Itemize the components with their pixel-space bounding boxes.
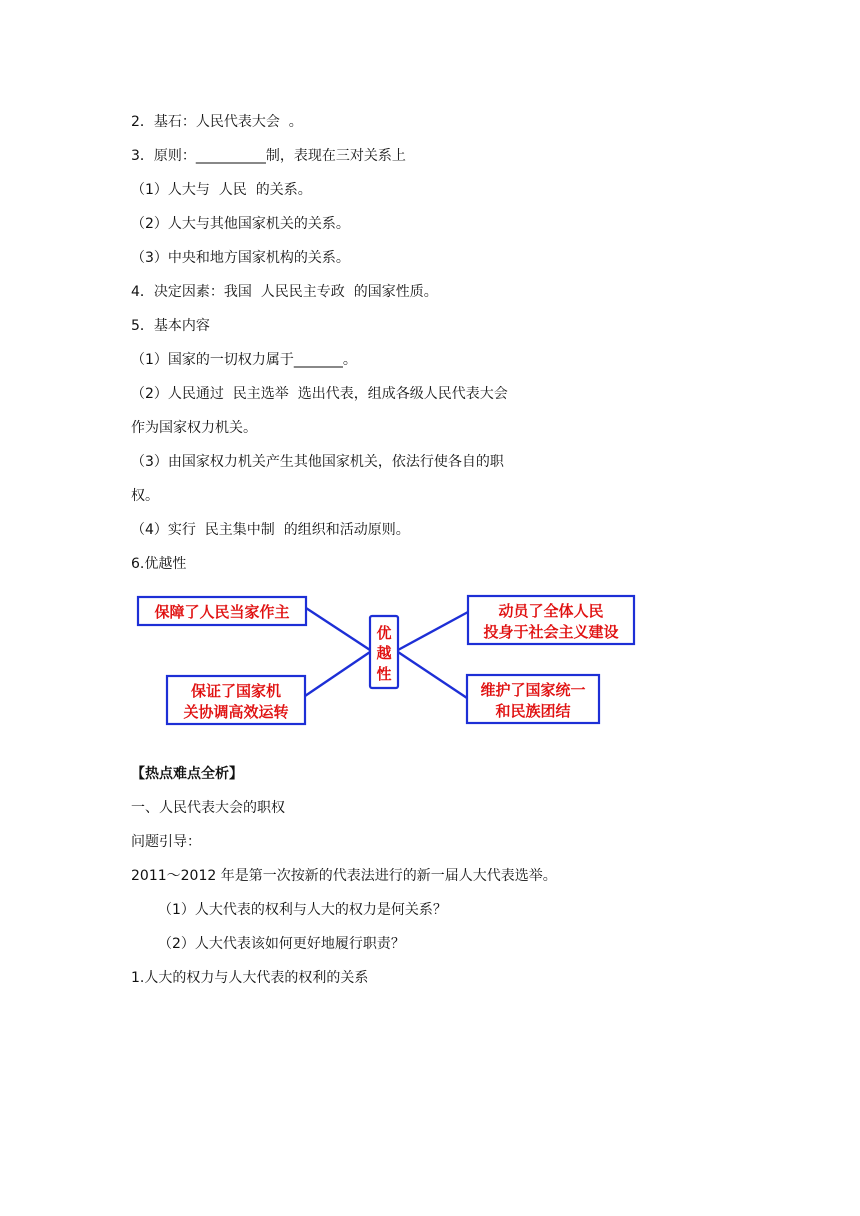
text-line: （1）人大与 人民 的关系。 bbox=[131, 182, 312, 198]
connector-line bbox=[306, 608, 370, 650]
text-line: （3）中央和地方国家机构的关系。 bbox=[131, 250, 350, 266]
text-line: 6.优越性 bbox=[131, 556, 187, 572]
text-line: 问题引导： bbox=[131, 834, 201, 850]
box-text: 关协调高效运转 bbox=[183, 703, 289, 721]
text-line: 3．原则：__________制，表现在三对关系上 bbox=[131, 148, 406, 164]
question-line: （2）人大代表该如何更好地履行职责？ bbox=[158, 936, 405, 952]
text-line: 1.人大的权力与人大代表的权利的关系 bbox=[131, 970, 369, 986]
center-char: 优 bbox=[376, 624, 392, 642]
question-line: （1）人大代表的权利与人大的权力是何关系？ bbox=[158, 902, 447, 918]
center-char: 性 bbox=[376, 665, 392, 683]
top-right-box bbox=[468, 596, 634, 644]
box-text: 保障了人民当家作主 bbox=[154, 603, 290, 621]
text-line: （2）人大与其他国家机关的关系。 bbox=[131, 216, 350, 232]
connector-line bbox=[398, 612, 468, 650]
top-left-box bbox=[138, 597, 306, 625]
text-line: 2011～2012 年是第一次按新的代表法进行的新一届人大代表选举。 bbox=[131, 868, 557, 884]
text-line: 作为国家权力机关。 bbox=[131, 420, 257, 436]
section-heading: 【热点难点全析】 bbox=[131, 766, 243, 782]
box-text: 和民族团结 bbox=[495, 702, 571, 720]
connector-line bbox=[305, 652, 370, 696]
bottom-right-box bbox=[467, 675, 599, 723]
text-line: 权。 bbox=[131, 488, 159, 504]
box-text: 保证了国家机 bbox=[190, 682, 282, 700]
text-line: （1）国家的一切权力属于_______。 bbox=[131, 352, 357, 368]
connector-line bbox=[398, 652, 467, 698]
center-box bbox=[370, 616, 398, 688]
text-line: （2）人民通过 民主选举 选出代表，组成各级人民代表大会 bbox=[131, 386, 508, 402]
text-line: 5．基本内容 bbox=[131, 318, 210, 334]
text-line: （4）实行 民主集中制 的组织和活动原则。 bbox=[131, 522, 410, 538]
box-text: 动员了全体人民 bbox=[498, 602, 604, 620]
text-line: 一、人民代表大会的职权 bbox=[131, 800, 285, 816]
text-line: 2．基石：人民代表大会 。 bbox=[131, 114, 303, 130]
center-char: 越 bbox=[376, 644, 392, 662]
box-text: 维护了国家统一 bbox=[480, 681, 586, 699]
text-line: （3）由国家权力机关产生其他国家机关，依法行使各自的职 bbox=[131, 454, 504, 470]
box-text: 投身于社会主义建设 bbox=[483, 623, 619, 641]
bottom-left-box bbox=[167, 676, 305, 724]
text-line: 4．决定因素：我国 人民民主专政 的国家性质。 bbox=[131, 284, 438, 300]
superiority-diagram bbox=[130, 590, 650, 730]
